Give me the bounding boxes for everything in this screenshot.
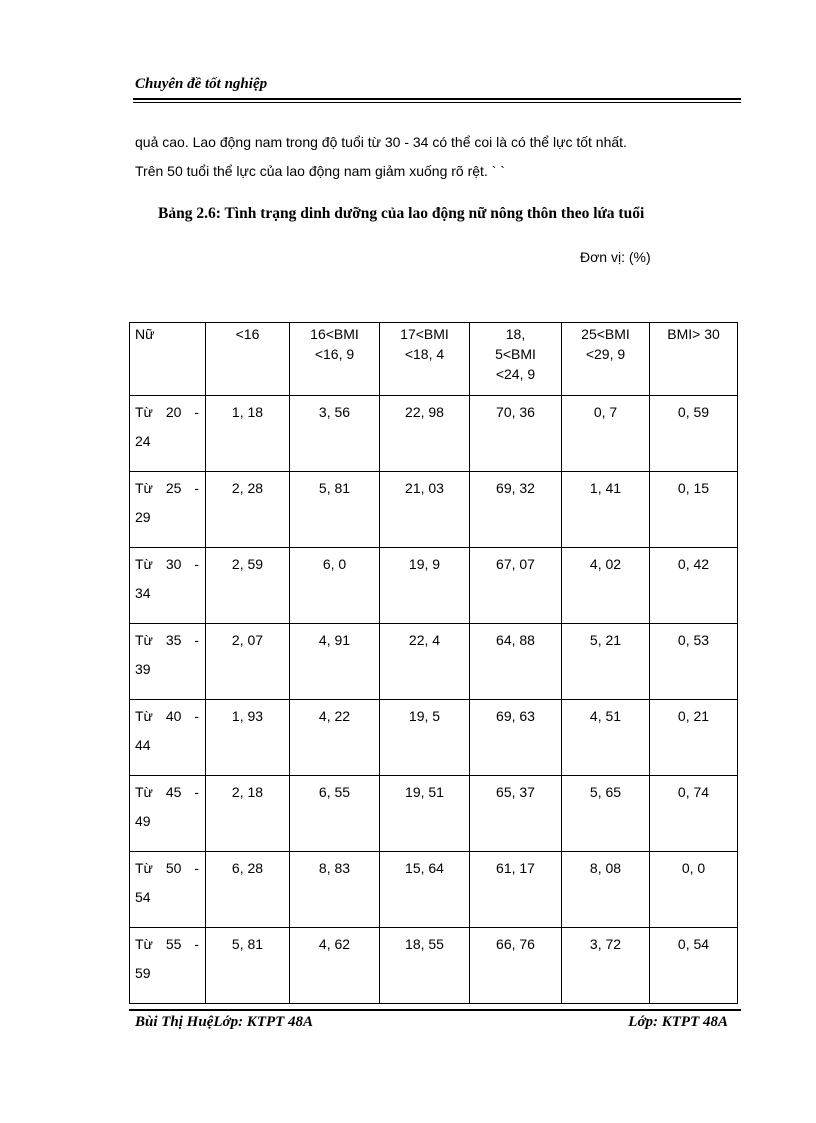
table-cell: 2, 18	[206, 776, 290, 852]
table-cell: 4, 22	[290, 700, 380, 776]
header-rule-thin	[133, 102, 741, 103]
age-group-cell	[130, 624, 206, 700]
age-group-part: -	[194, 480, 199, 496]
age-group-part: 30	[165, 556, 182, 572]
age-group-cell	[130, 700, 206, 776]
table-header-cell	[470, 323, 562, 396]
header-cell-line: 25<BMI	[581, 326, 630, 342]
table-cell: 1, 18	[206, 396, 290, 472]
table-cell: 1, 41	[562, 472, 650, 548]
table-cell: 70, 36	[470, 396, 562, 472]
age-group-part: Từ	[135, 632, 153, 648]
header-cell-line: <29, 9	[585, 346, 626, 362]
age-group-line	[135, 626, 199, 655]
page-header-title: Chuyên đề tốt nghiệp	[135, 76, 268, 92]
table-header-cell	[206, 323, 290, 396]
table-row	[130, 472, 738, 548]
table-cell: 2, 59	[206, 548, 290, 624]
age-group-part: 35	[165, 632, 182, 648]
table-cell: 19, 51	[380, 776, 470, 852]
table-header-cell	[380, 323, 470, 396]
age-group-cell	[130, 852, 206, 928]
table-header-cell	[130, 323, 206, 396]
table-cell: 3, 72	[562, 928, 650, 1004]
table-caption: Bảng 2.6: Tình trạng dinh dưỡng của lao động nữ nông thôn theo lứa tuổi	[158, 205, 645, 222]
body-text-line-1: quả cao. Lao động nam trong độ tuổi từ 30 - 34 có thể coi là có thể lực tốt nhất.	[135, 134, 627, 150]
table-cell: 69, 32	[470, 472, 562, 548]
age-group-end: 44	[135, 737, 151, 753]
age-group-part: Từ	[135, 480, 153, 496]
age-group-end: 29	[135, 509, 151, 525]
table-row	[130, 624, 738, 700]
table-cell: 69, 63	[470, 700, 562, 776]
age-group-part: 40	[165, 708, 182, 724]
table-cell: 0, 53	[650, 624, 738, 700]
nutrition-table	[129, 322, 738, 1004]
table-cell: 0, 59	[650, 396, 738, 472]
table-row	[130, 776, 738, 852]
age-group-end: 34	[135, 585, 151, 601]
age-group-end: 39	[135, 661, 151, 677]
table-cell: 19, 5	[380, 700, 470, 776]
age-group-part: 55	[165, 936, 182, 952]
age-group-cell	[130, 472, 206, 548]
table-cell: 2, 07	[206, 624, 290, 700]
table-cell: 8, 83	[290, 852, 380, 928]
age-group-line	[135, 398, 199, 427]
header-cell-line: 16<BMI	[310, 326, 359, 342]
table-cell: 0, 21	[650, 700, 738, 776]
age-group-part: -	[194, 556, 199, 572]
table-cell: 6, 28	[206, 852, 290, 928]
age-group-line	[135, 930, 199, 959]
footer-rule	[129, 1009, 741, 1011]
age-group-part: 50	[165, 860, 182, 876]
table-cell: 8, 08	[562, 852, 650, 928]
age-group-line	[135, 474, 199, 503]
table-cell: 66, 76	[470, 928, 562, 1004]
age-group-cell	[130, 776, 206, 852]
table-cell: 15, 64	[380, 852, 470, 928]
table-cell: 5, 81	[290, 472, 380, 548]
table-body	[130, 396, 738, 1004]
header-cell-line: BMI> 30	[667, 326, 720, 342]
table-cell: 21, 03	[380, 472, 470, 548]
table-header-row	[130, 323, 738, 396]
age-group-part: -	[194, 632, 199, 648]
table-cell: 65, 37	[470, 776, 562, 852]
header-cell-line: 5<BMI	[495, 346, 536, 362]
table-cell: 5, 65	[562, 776, 650, 852]
table-cell: 4, 91	[290, 624, 380, 700]
age-group-line	[135, 550, 199, 579]
age-group-part: 25	[165, 480, 182, 496]
age-group-cell	[130, 396, 206, 472]
table-cell: 4, 62	[290, 928, 380, 1004]
age-group-cell	[130, 548, 206, 624]
table-cell: 0, 54	[650, 928, 738, 1004]
body-text-line-2: Trên 50 tuổi thể lực của lao động nam giảm xuống rõ rệt. ` `	[135, 163, 505, 179]
table-cell: 19, 9	[380, 548, 470, 624]
table-cell: 6, 0	[290, 548, 380, 624]
table-header-cell	[290, 323, 380, 396]
table-cell: 67, 07	[470, 548, 562, 624]
age-group-end: 49	[135, 813, 151, 829]
header-rule-thick	[133, 98, 741, 100]
table-row	[130, 852, 738, 928]
age-group-part: Từ	[135, 784, 153, 800]
table-row	[130, 700, 738, 776]
age-group-part: 45	[165, 784, 182, 800]
table-cell: 0, 15	[650, 472, 738, 548]
table-cell: 4, 51	[562, 700, 650, 776]
table-header-cell	[650, 323, 738, 396]
table-unit-label: Đơn vị: (%)	[580, 249, 651, 265]
age-group-part: Từ	[135, 860, 153, 876]
table-cell: 0, 0	[650, 852, 738, 928]
table-cell: 3, 56	[290, 396, 380, 472]
age-group-end: 24	[135, 433, 151, 449]
table-row	[130, 548, 738, 624]
header-cell-line: <16	[235, 326, 260, 342]
header-cell-line: 18,	[505, 326, 526, 342]
age-group-line	[135, 778, 199, 807]
table-cell: 22, 98	[380, 396, 470, 472]
age-group-part: -	[194, 708, 199, 724]
header-cell-line: <18, 4	[404, 346, 445, 362]
table-cell: 2, 28	[206, 472, 290, 548]
age-group-cell	[130, 928, 206, 1004]
table-cell: 5, 81	[206, 928, 290, 1004]
age-group-line	[135, 702, 199, 731]
table-cell: 64, 88	[470, 624, 562, 700]
table-cell: 0, 7	[562, 396, 650, 472]
age-group-end: 54	[135, 889, 151, 905]
table-row	[130, 396, 738, 472]
table-cell: 18, 55	[380, 928, 470, 1004]
table-cell: 22, 4	[380, 624, 470, 700]
header-cell-line: <24, 9	[495, 366, 536, 382]
table-cell: 4, 02	[562, 548, 650, 624]
table-cell: 61, 17	[470, 852, 562, 928]
table-header-cell	[562, 323, 650, 396]
age-group-part: Từ	[135, 936, 153, 952]
age-group-part: 20	[165, 404, 182, 420]
footer-author: Bùi Thị HuệLớp: KTPT 48A	[135, 1014, 314, 1030]
table-cell: 0, 42	[650, 548, 738, 624]
age-group-part: Từ	[135, 556, 153, 572]
table-cell: 5, 21	[562, 624, 650, 700]
table-cell: 0, 74	[650, 776, 738, 852]
header-cell-line: 17<BMI	[400, 326, 449, 342]
age-group-part: -	[194, 784, 199, 800]
age-group-end: 59	[135, 965, 151, 981]
header-cell-line: <16, 9	[314, 346, 355, 362]
age-group-part: -	[194, 404, 199, 420]
age-group-part: -	[194, 936, 199, 952]
age-group-part: Từ	[135, 404, 153, 420]
table-cell: 1, 93	[206, 700, 290, 776]
age-group-part: Từ	[135, 708, 153, 724]
age-group-line	[135, 854, 199, 883]
footer-class: Lớp: KTPT 48A	[628, 1014, 728, 1030]
table-cell: 6, 55	[290, 776, 380, 852]
header-cell-line: Nữ	[135, 326, 155, 342]
age-group-part: -	[194, 860, 199, 876]
table-row	[130, 928, 738, 1004]
